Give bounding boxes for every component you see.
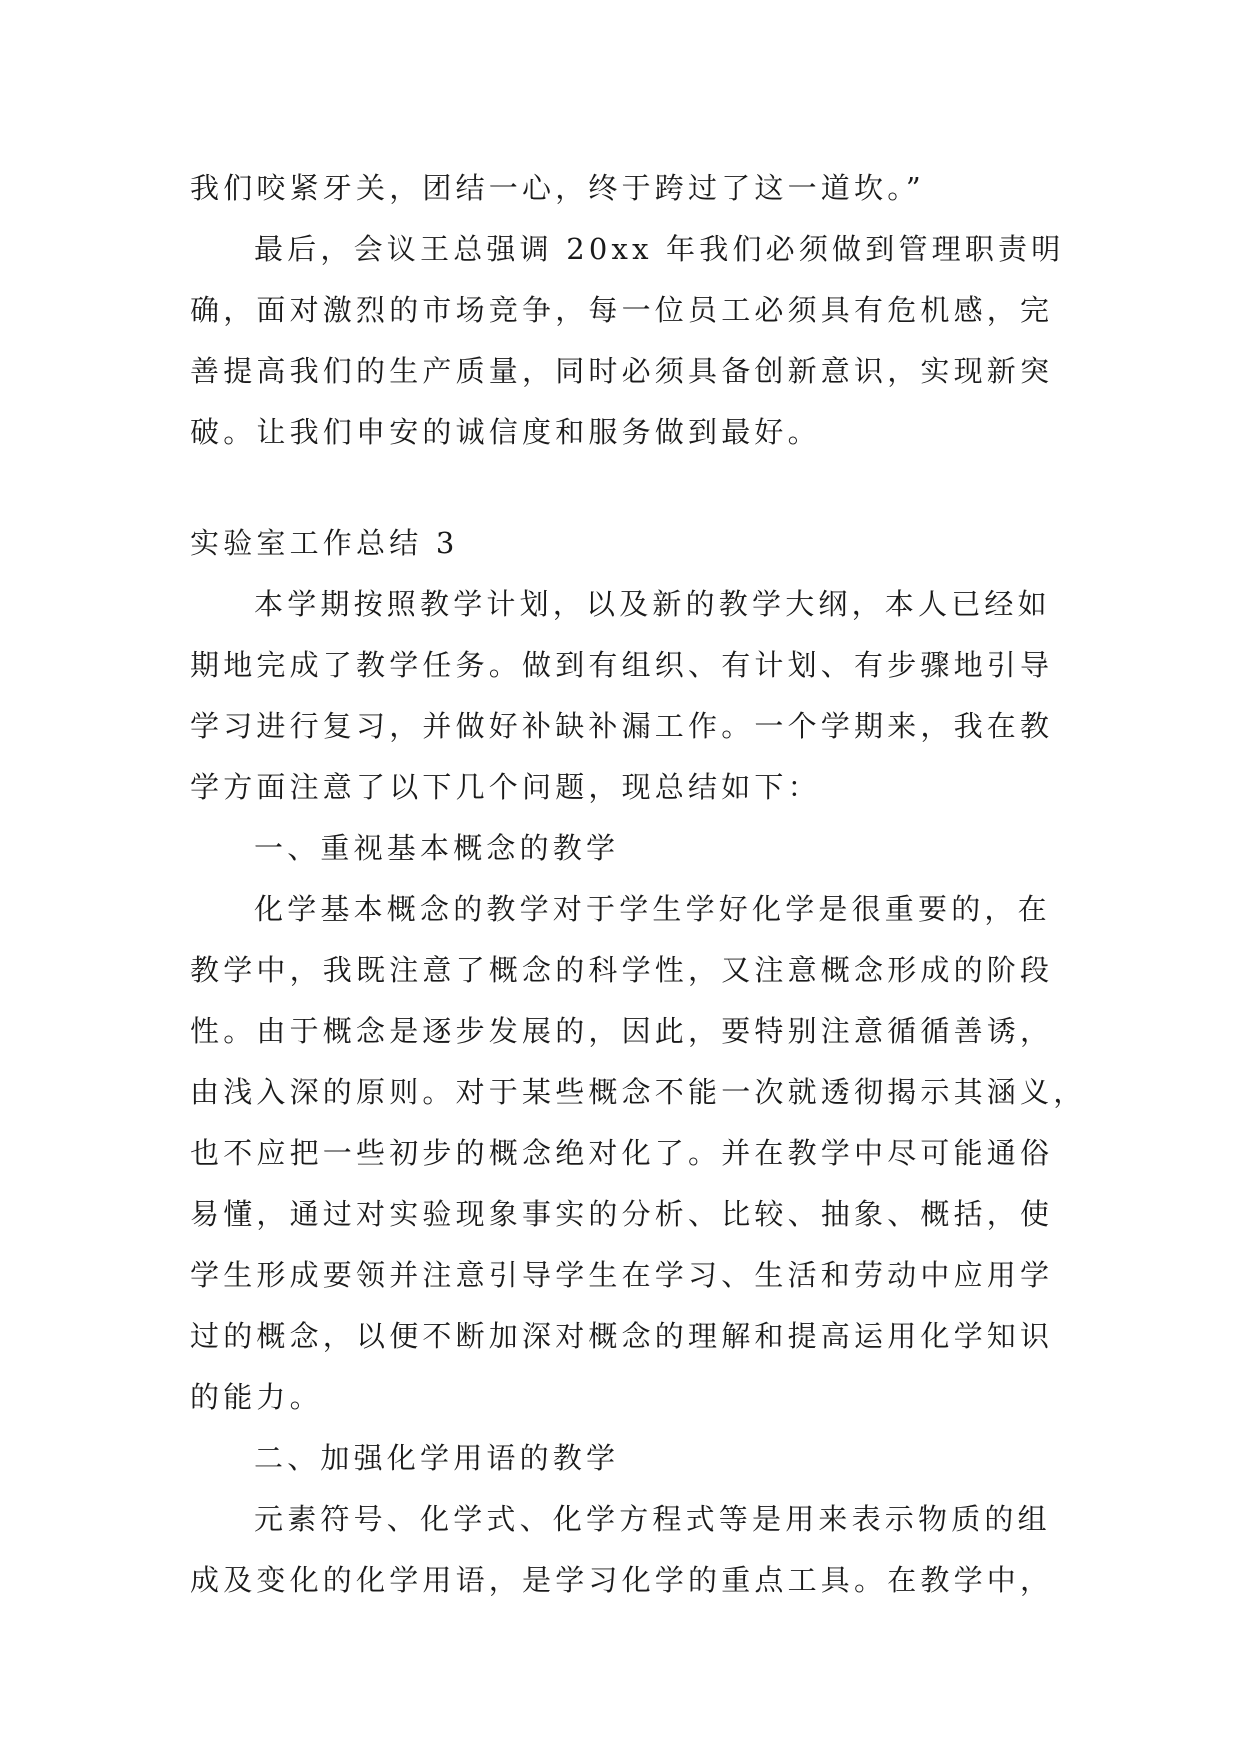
text-line: 的能力。 bbox=[190, 1380, 323, 1414]
text-line: 也不应把一些初步的概念绝对化了。并在教学中尽可能通俗 bbox=[190, 1136, 1054, 1170]
text-line: 由浅入深的原则。对于某些概念不能一次就透彻揭示其涵义， bbox=[190, 1075, 1087, 1109]
text-line: 化学基本概念的教学对于学生学好化学是很重要的，在 bbox=[254, 892, 1051, 926]
text-line: 元素符号、化学式、化学方程式等是用来表示物质的组 bbox=[254, 1502, 1051, 1536]
text-line: 学方面注意了以下几个问题，现总结如下： bbox=[190, 770, 821, 804]
subsection-heading: 二、加强化学用语的教学 bbox=[254, 1441, 620, 1475]
text-line: 学习进行复习，并做好补缺补漏工作。一个学期来，我在教 bbox=[190, 709, 1054, 743]
text-line: 性。由于概念是逐步发展的，因此，要特别注意循循善诱， bbox=[190, 1014, 1054, 1048]
text-line: 我们咬紧牙关，团结一心，终于跨过了这一道坎。” bbox=[190, 171, 925, 205]
text-line: 学生形成要领并注意引导学生在学习、生活和劳动中应用学 bbox=[190, 1258, 1054, 1292]
text-line: 本学期按照教学计划，以及新的教学大纲，本人已经如 bbox=[254, 587, 1051, 621]
text-line: 确，面对激烈的市场竞争，每一位员工必须具有危机感，完 bbox=[190, 293, 1054, 327]
text-line: 破。让我们申安的诚信度和服务做到最好。 bbox=[190, 415, 821, 449]
paragraph-gap bbox=[190, 463, 1056, 513]
text-line: 易懂，通过对实验现象事实的分析、比较、抽象、概括，使 bbox=[190, 1197, 1054, 1231]
subsection-heading: 一、重视基本概念的教学 bbox=[254, 831, 620, 865]
text-line: 过的概念，以便不断加深对概念的理解和提高运用化学知识 bbox=[190, 1319, 1054, 1353]
text-line: 成及变化的化学用语，是学习化学的重点工具。在教学中， bbox=[190, 1563, 1054, 1597]
text-line: 善提高我们的生产质量，同时必须具备创新意识，实现新突 bbox=[190, 354, 1054, 388]
text-line: 教学中，我既注意了概念的科学性，又注意概念形成的阶段 bbox=[190, 953, 1054, 987]
section-title: 实验室工作总结 3 bbox=[190, 526, 459, 560]
text-line: 期地完成了教学任务。做到有组织、有计划、有步骤地引导 bbox=[190, 648, 1054, 682]
document-body bbox=[190, 158, 1087, 1611]
text-line: 最后，会议王总强调 20xx 年我们必须做到管理职责明 bbox=[254, 232, 1065, 266]
